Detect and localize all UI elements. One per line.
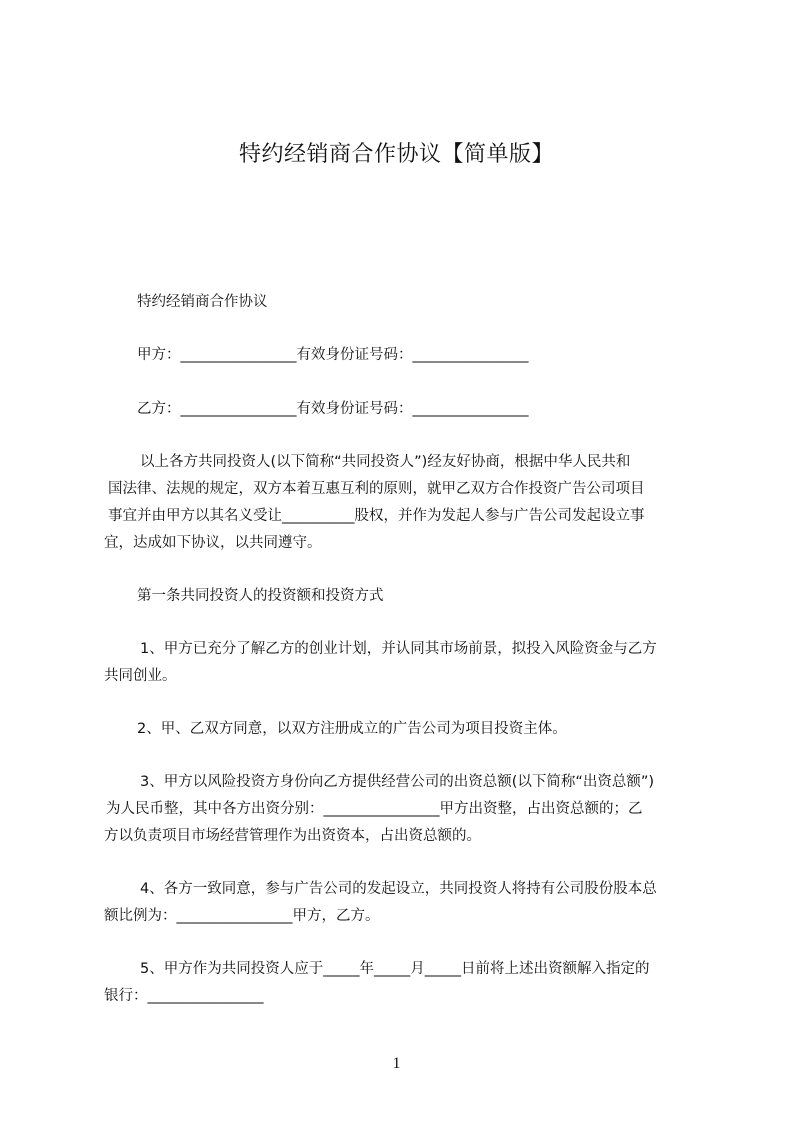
clause-1-line-2: 共同创业。 bbox=[104, 668, 177, 684]
article-1-heading: 第一条共同投资人的投资额和投资方式 bbox=[137, 588, 384, 604]
party-b-line: 乙方：________________有效身份证号码：________________ bbox=[137, 401, 529, 417]
intro-line-3: 事宜并由甲方以其名义受让__________股权，并作为发起人参与广告公司发起设立事 bbox=[108, 508, 645, 524]
clause-3-line-3: 方以负责项目市场经营管理作为出资资本，占出资总额的。 bbox=[104, 828, 481, 844]
page-number: 1 bbox=[392, 1055, 401, 1072]
clause-3-line-1: 3、甲方以风险投资方身份向乙方提供经营公司的出资总额(以下简称“出资总额”) bbox=[140, 774, 655, 790]
clause-4-line-1: 4、各方一致同意，参与广告公司的发起设立，共同投资人将持有公司股份股本总 bbox=[140, 881, 657, 897]
clause-1-line-1: 1、甲方已充分了解乙方的创业计划，并认同其市场前景，拟投入风险资金与乙方 bbox=[140, 641, 657, 657]
intro-line-4: 宜，达成如下协议，以共同遵守。 bbox=[104, 535, 322, 551]
document-subtitle: 特约经销商合作协议 bbox=[137, 294, 268, 310]
clause-5-line-1: 5、甲方作为共同投资人应于_____年_____月_____日前将上述出资额解入指定的 bbox=[140, 961, 650, 977]
clause-2-line: 2、甲、乙双方同意，以双方注册成立的广告公司为项目投资主体。 bbox=[137, 721, 567, 737]
clause-5-line-2: 银行：________________ bbox=[104, 988, 264, 1004]
clause-3-line-2: 为人民币整，其中各方出资分别：________________甲方出资整，占出资总额的；乙 bbox=[106, 801, 643, 817]
intro-line-2: 国法律、法规的规定，双方本着互惠互利的原则，就甲乙双方合作投资广告公司项目 bbox=[108, 481, 645, 497]
party-a-line: 甲方：________________有效身份证号码：________________ bbox=[137, 347, 529, 363]
intro-line-1: 以上各方共同投资人(以下简称“共同投资人”)经友好协商，根据中华人民共和 bbox=[140, 454, 631, 470]
document-title: 特约经销商合作协议【简单版】 bbox=[238, 142, 554, 167]
clause-4-line-2: 额比例为：________________甲方，乙方。 bbox=[104, 908, 380, 924]
